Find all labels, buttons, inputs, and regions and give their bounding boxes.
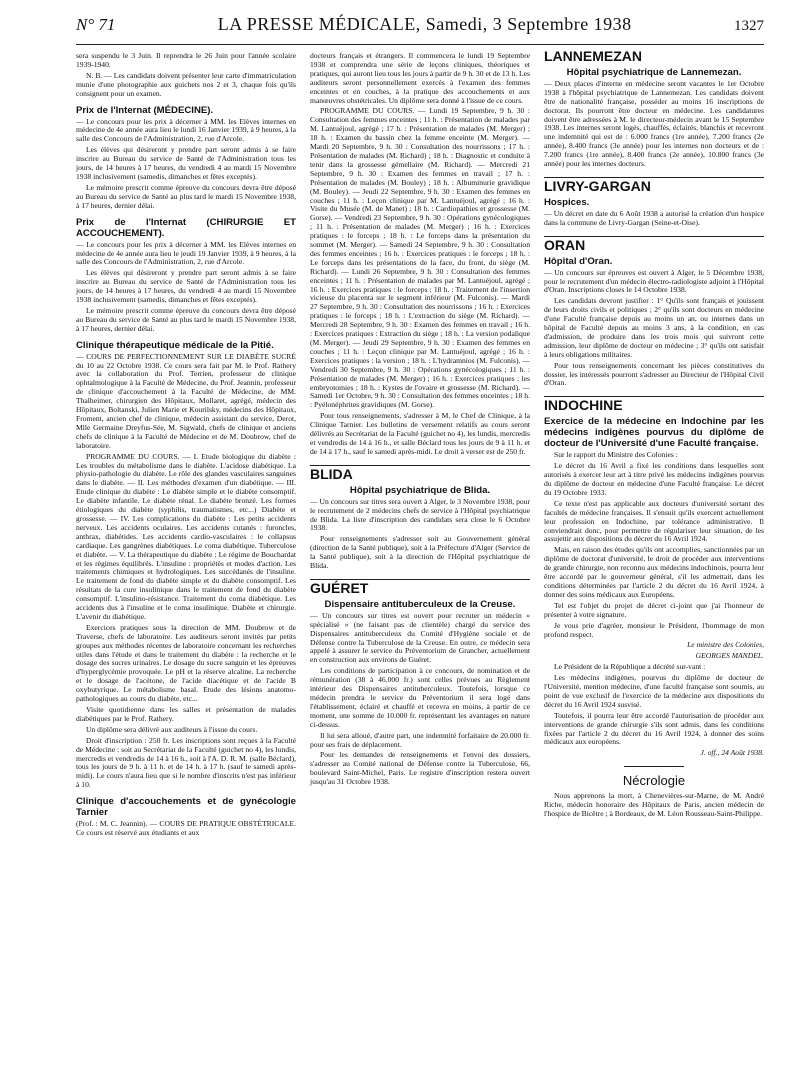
heading-hopital-blida: Hôpital psychiatrique de Blida. (349, 484, 491, 496)
paragraph: — Un décret en date du 6 Août 1938 a autorisé la création d'un hospice dans la commune de Livry-Gargan (Seine-et-Oise). (544, 208, 764, 227)
paragraph: Les médecins indigènes, pourvus du diplôme de docteur de l'Université, mention médecine, d'une faculté française sont soumis, au point de vue exclusif de l'exercice de la médecine aux dispositions du décret du 16 Avril 1924 susvisé. (544, 673, 764, 709)
column-left (76, 52, 296, 840)
paragraph: Pour les demandes de renseignements et l'envoi des dossiers, s'adresser au Comité national de Défense contre la Tuberculose, 66, boulevard Saint-Michel, Paris. Le registre d'inscription restera ouvert jusqu'au 31 Octobre 1938. (310, 750, 530, 787)
heading-prix-internat-medecine: Prix de l'Internat (MÉDECINE). (76, 104, 214, 116)
journal-officiel-reference: J. off., 24 Août 1938. (700, 748, 764, 758)
paragraph: Nous apprenons la mort, à Chenevières-sur-Marne, de M. André Riche, médecin honoraire des Hôpitaux de Paris, ancien médecin de l'hospice de Bicêtre ; à Bordeaux, de M. Léon Rousseau-Saint-Philippe. (544, 791, 764, 818)
paragraph: Je vous prie d'agréer, monsieur le Président, l'hommage de mon profond respect. (544, 620, 764, 639)
signature-title: Le ministre des Colonies, (687, 640, 764, 650)
heading-hopital-lannemezan: Hôpital psychiatrique de Lannemezan. (566, 66, 742, 78)
page-number: 1327 (734, 18, 764, 34)
heading-hospices: Hospices. (544, 196, 590, 208)
paragraph: sera suspendu le 3 Juin. Il reprendra le 26 Juin pour l'année scolaire 1939-1940. (76, 51, 296, 69)
heading-prix-internat-chirurgie: Prix de l'Internat (CHIRURGIE ET ACCOUCHEMENT). (76, 216, 296, 239)
heading-hopital-oran: Hôpital d'Oran. (544, 255, 613, 267)
heading-clinique-pitie: Clinique thérapeutique médicale de la Pitié. (76, 339, 274, 351)
paragraph: Pour tous renseignements concernant les pièces constitutives du dossier, les intéressés pourront s'adresser au Directeur de l'Hôpital Civil d'Oran. (544, 360, 764, 388)
paragraph: Les conditions de participation à ce concours, de nomination et de rémunération (38 à 46.000 fr.) sont celles prévues au Règlement intérieur des Dispensaires antituberculeux. Toutefois, lorsque ce médecin prendra le service du Préventorium il sera logé dans l'établissement, éclairé et chauffé et recevra en moins, à partir de ce moment, une somme de 10.000 fr. représentant les avantages en nature ci-dessus. (310, 666, 530, 729)
paragraph: Droit d'inscription : 250 fr. Les inscriptions sont reçues à la Faculté de Médecine : soit au Secrétariat de la Faculté (guichet no 4), les lundis, mercredis et vendredis de 14 à 16 h., soit à l'A. D. R. M. (salle Béclard), tous les jours de 9 h. à 11 h. et de 14 h. à 17 h. (sauf le samedi après-midi). Le cours n'aura lieu que si le nombre d'inscrits n'est pas inférieur à 10. (76, 735, 296, 790)
paragraph: Le mémoire prescrit comme épreuve du concours devra être déposé au Bureau du service de Santé au plus tard le mardi 15 Novembre 1938, à 17 heures, dernier délai. (76, 305, 296, 333)
heading-exercice-medecine-indochine: Exercice de la médecine en Indochine par les médecins indigènes pourvus du diplôme de docteur de l'Université d'une Faculté française. (544, 416, 764, 450)
section-title-livry-gargan: LIVRY-GARGAN (544, 177, 764, 191)
paragraph: Le décret du 16 Avril a fixé les conditions dans lesquelles sont autorisés à exercer leur art à titre privé les médecins indigènes pourvus du diplôme de docteur en médecine d'une Faculté française. Le décret du 19 Octobre 1933. (544, 461, 764, 497)
paragraph: Pour renseignements s'adresser soit au Gouvernement général (direction de la Santé publique), soit à la Préfecture d'Alger (Service de la Santé publique), soit à la direction de l'Hôpital psychiatrique de Blida. (310, 534, 530, 571)
paragraph: — Deux places d'interne en médecine seront vacantes le 1er Octobre 1938 à l'hôpital psychiatrique de Lannemezan. Les candidats doivent être de nationalité française, posséder au moins 16 inscriptions de doctorat. Ils pourront être docteur en médecine. Les candidatures doivent être adressées à M. le directeur-médecin avant le 15 Septembre 1938. Les internes seront logés, chauffés, éclairés, blanchis et recevront une indemnité qui est de : 6.000 francs (1re année), 7.200 francs (2e année), 8.400 francs (3e année) pour les internes non docteurs et de : 7.200 francs (1re année), 8.400 francs (2e année), 10.800 francs (3e année) pour les internes docteurs. (544, 78, 764, 169)
paragraph: PROGRAMME DU COURS. — I. Etude biologique du diabète : Les troubles du métabolisme dans le diabète. L'acidose diabétique. La physio-pathologie du diabète. Le rôle des glandes vasculaires sanguines dans le diabète. — II. Les méthodes d'examen d'un diabétique. — III. Etude clinique du diabète : Le diabète simple et le diabète consomptif. Le diabète infantile. Le diabète rénal. Le diabète bronzé. Les formes étiologiques du diabète (syphilis, traumatismes, etc...) Diabète et grossesse. — IV. Les complications du diabète : Les petits accidents nerveux. Les accidents oculaires. Les accidents cutanés : furoncles, anthrax, diabétides. Les accidents cardio-vasculaires : le collapsus cardiaque. Les gangrènes diabétiques. Le coma diabétique. Tuberculose et diabète. — V. La thérapeutique du diabète : Le régime de Bouchardat et les régimes équilibrés. L'insuline : propriétés et modes d'action. Les traitements chimiques et hydrologiques. Les succédanés de l'insuline. Le traitement de fond du diabète simple et du diabète consomptif. Les résultats de la cure insulinique dans le traitement de fond du diabète consomptif. L'insulino-résistance. Traitement du coma diabétique. Les accidents dus à l'insuline et le coma insulinique. Diabète et chirurgie. L'avenir du diabétique. (76, 451, 296, 621)
column-right (544, 48, 764, 821)
page-header (76, 14, 764, 45)
paragraph: Un diplôme sera délivré aux auditeurs à l'issue du cours. (86, 724, 258, 734)
paragraph: N. B. — Les candidats doivent présenter leur carte d'immatriculation munie d'une photographie aux guichets nos 2 et 3, chaque fois qu'ils consignent pour un examen. (76, 70, 296, 98)
heading-clinique-tarnier: Clinique d'accouchements et de gynécologie Tarnier (76, 796, 296, 819)
necrologie-title: Nécrologie (622, 773, 686, 789)
signature-name: GEORGES MANDEL. (695, 651, 764, 661)
paragraph: Ce texte n'est pas applicable aux docteurs d'université sortant des facultés de médecine françaises. Il s'ensuit qu'ils exercent actuellement leur profession en Indochine, par tolérance administrative. Il conviendrait donc, pour permettre de régulariser leur situation, de les assujettir aux dispositions du décret du 16 Avril 1924. (544, 498, 764, 544)
paragraph: Toutefois, il pourra leur être accordé l'autorisation de procéder aux interventions de grande chirurgie s'ils sont admis, dans les conditions fixées par l'article 2 du décret du 16 Avril 1924, à donner des soins médicaux aux européens. (544, 710, 764, 747)
paragraph: Le mémoire prescrit comme épreuve du concours devra être déposé au Bureau du service de Santé au plus tard le mardi 15 Novembre 1938, à 17 heures, dernier délai. (76, 182, 296, 210)
issue-number: N° 71 (76, 15, 116, 34)
paragraph: Il lui sera alloué, d'autre part, une indemnité forfaitaire de 20.000 fr. pour ses frais de déplacement. (310, 730, 530, 749)
paragraph: (Prof. : M. C. Jeannin). — COURS DE PRATIQUE OBSTÉTRICALE. Ce cours est réservé aux étudiants et aux (76, 819, 296, 838)
paragraph: Sur le rapport du Ministre des Colonies : (554, 450, 678, 460)
paragraph: — Le concours pour les prix à décerner à MM. les Elèves internes en médecine de 4e année aura lieu le jeudi 19 Janvier 1939, à 9 heures, à la salle des Concours de l'Administration, 2, rue d'Arcole. (76, 239, 296, 267)
paragraph: — Un concours sur titres sera ouvert à Alger, le 3 Novembre 1938, pour le recrutement de 2 médecins chefs de service à l'Hôpital psychiatrique de Blida. La liste d'inscription des candidats sera close le 6 Octobre 1938. (310, 496, 530, 533)
paragraph: — Un concours sur titres est ouvert pour recruter un médecin « spécialisé » (ne faisant pas de clientèle) chargé du service des Dispensaires antituberculeux du Comité d'Hygiène sociale et de Défense contre la Tuberculose de la Creuse. En outre, ce médecin sera appelé à assurer le service du Préventorium de Grancher, actuellement en construction aux environs de Guéret. (310, 610, 530, 665)
column-middle (310, 52, 530, 789)
section-title-indochine: INDOCHINE (544, 396, 764, 410)
paragraph: — Le concours pour les prix à décerner à MM. les Elèves internes en médecine de 4e année aura lieu le lundi 16 Janvier 1939, à 9 heures, à la salle des Concours de l'Administration, 2, rue d'Arcole. (76, 116, 296, 144)
paragraph: Les élèves qui désireront y prendre part seront admis à se faire inscrire au Bureau du service de Santé de l'Administration tous les jours, de 14 heures à 17 heures, du vendredi 4 au mardi 15 Novembre 1938 inclusivement (samedis, dimanches et fêtes exceptés). (76, 268, 296, 305)
paragraph: Exercices pratiques sous la direction de MM. Doubrow et de Traverse, chefs de laboratoire. Les auditeurs seront invités par petits groupes aux méthodes récentes de laboratoire concernant les recherches utiles dans l'étude et dans le traitement du diabète : la recherche et le dosage des sucres urinaires. Le dosage du sucre sanguin et les épreuves d'hyperglycémie provoquée. Le pH et la réserve alcaline. La recherche et le dosage de l'acétone, de l'acide diacétique et de l'acide B oxybutyrique. Le métabolisme basal. Etude des lésions anatomo-pathologiques au cours du diabète, etc... (76, 622, 296, 704)
paragraph: PROGRAMME DU COURS. — Lundi 19 Septembre, 9 h. 30 : Consultation des femmes enceintes ; 11 h. : Présentation de malades par M. Lantuéjoul, agrégé ; 17 h. : Présentation de malades (M. Merger) ; 18 h. : Examen du bassin chez la femme enceinte (M. Merger). — Mardi 20 Septembre, 9 h. 30 : Consultation des nourrissons ; 17 h. : Présentation de malades (M. Richard) ; 18 h. : Diagnostic et conduite à tenir dans la grossesse gémellaire (M. Richard). — Mercredi 21 Septembre, 9 h. 30 : Examen des femmes en travail ; 17 h. : Présentation de malades (M. Bouley) ; 18 h. : Albuminurie gravidique (M. Bouley). — Jeudi 22 Septembre, 9 h. 30 : Examen des femmes en couches ; 11 h. : Leçon clinique par M. Lantuéjoul, agrégé ; 16 h. : Visite du Musée (M. de Manet) ; 18 h. : Cardiopathies et grossesse (M. Gorse). — Vendredi 23 Septembre, 9 h. 30 : Opérations gynécologiques ; 11 h. : Présentation de malades (M. Merger) ; 16 h. : Exercices pratiques : le forceps ; 18 h. : Le forceps dans la présentation du sommet (M. Merger). — Samedi 24 Septembre, 9 h. 30 : Consultation des femmes enceintes ; 16 h. : Exercices pratiques : le forceps ; 18 h. : Le forceps dans les présentations de la face, du front, du siège (M. Richard). — Lundi 26 Septembre, 9 h. 30 : Consultation des femmes enceintes ; 11 h. : Présentation de malades par M. Lantuéjoul, agrégé ; 16 h. : Exercices pratiques : le forceps ; 18 h. : Traitement de l'insertion vicieuse du placenta sur le segment inférieur (M. Fulconis). — Mardi 27 Septembre, 9 h. 30 : Consultation des nourrissons ; 16 h. : Exercices pratiques : le forceps ; 18 h. : L'extraction du siège (M. Richard). — Mercredi 28 Septembre, 9 h. 30 : Examen des femmes en travail ; 16 h. : Exercices pratiques : Extraction du siège ; 18 h. : La version podalique (M. Merger). — Jeudi 29 Septembre, 9 h. 30 : Examen des femmes en couches ; 11 h. : Leçon clinique par M. Lantuéjoul, agrégé ; 16 h. : Exercices pratiques : la version ; 18 h. : L'hydramnios (M. Fulconis). — Vendredi 30 Septembre, 9 h. 30 : Opérations gynécologiques ; 11 h. : Présentation de malades (M. Merger) ; 16 h. : Exercices pratiques : les embryotomies ; 18 h. : Kystes de l'ovaire et grossesse (M. Richard). — Samedi 1er Octobre, 9 h. 30 : Consultation des femmes enceintes ; 18 h. : Pyélonéphrites gravidiques (M. Gorse). (310, 106, 530, 410)
paragraph: Pour tous renseignements, s'adresser à M. le Chef de Clinique, à la Clinique Tarnier. Les bulletins de versement relatifs au cours seront délivrés au Secrétariat de la Faculté (guichet no 4), les lundis, mercredis et vendredis de 14 à 16 h., et salle Béclard tous les jours de 9 à 11 h. et de 14 à 17 h., sauf le samedi après-midi. Le droit à verser est de 250 fr. (310, 411, 530, 456)
journal-title: LA PRESSE MÉDICALE, Samedi, 3 Septembre 1938 (217, 14, 632, 34)
divider (624, 766, 684, 767)
paragraph: Les élèves qui désireront y prendre part seront admis à se faire inscrire au Bureau du service de Santé de l'Administration tous les jours, de 14 heures à 17 heures, du vendredi 4 au mardi 15 Novembre 1938 inclusivement (samedis, dimanches et fêtes exceptés). (76, 145, 296, 181)
paragraph: Visite quotidienne dans les salles et présentation de malades diabétiques par le Prof. Rathery. (76, 705, 296, 723)
heading-dispensaire-creuse: Dispensaire antituberculeux de la Creuse. (324, 598, 516, 610)
section-title-lannemezan: LANNEMEZAN (544, 48, 642, 64)
paragraph: Les candidats devront justifier : 1° Qu'ils sont français et jouissent de leurs droits civils et politiques ; 2° qu'ils sont docteurs en médecine d'une Faculté française depuis au moins un an, ou internes dans un hôpital de Faculté depuis au moins 3 ans, à la condition, en cas d'admission, de produire dans les trois mois qui suivront cette admission, leur diplôme de docteur en médecine ; 3° qu'ils ont satisfait à leurs obligations militaires. (544, 296, 764, 359)
section-title-blida: BLIDA (310, 465, 530, 479)
paragraph: Mais, en raison des études qu'ils ont accomplies, sanctionnées par un diplôme de doctorat d'université, le droit de procéder aux interventions de grande chirurgie, non reconnu aux médecins indochinois, pourra leur être accordé par le gouverneur général, s'il les admettait, dans les conditions déterminées par l'article 2 du décret du 16 Avril 1924, à donner des soins médicaux aux Européens. (544, 545, 764, 599)
paragraph: docteurs français et étrangers. Il commencera le lundi 19 Septembre 1938 et comprendra une série de leçons cliniques, théoriques et pratiques, qui auront lieu tous les jours à partir de 9 h. 30 et de 13 h. Les auditeurs seront personnellement exercés à l'examen des femmes enceintes et en couches, à la pratique des accouchements et aux manœuvres obstétricales. Un diplôme sera donné à l'issue de ce cours. (310, 51, 530, 105)
paragraph: Le Président de la République a décrété sur-vant : (554, 662, 706, 672)
paragraph: — Un concours sur épreuves est ouvert à Alger, le 5 Décembre 1938, pour le recrutement d'un médecin électro-radiologiste adjoint à l'Hôpital d'Oran. Inscriptions closes le 14 Octobre 1938. (544, 267, 764, 295)
section-title-gueret: GUÉRET (310, 579, 530, 593)
section-title-oran: ORAN (544, 236, 764, 250)
paragraph: — COURS DE PERFECTIONNEMENT SUR LE DIABÈTE SUCRÉ du 10 au 22 Octobre 1938. Ce cours sera fait par M. le Prof. Rathery avec la collaboration du Prof. Terrien, professeur de clinique ophtalmologique à la Faculté de Médecine, du Prof. Jeannin, professeur de clinique d'accouchement à la Faculté de Médecine, de MM. Thalheimer, chirurgien des Hôpitaux, Mollaret, agrégé, médecin des Hôpitaux, Boltanski, Julien Marie et Kourilsky, médecins des Hôpitaux, Froment, ancien chef de clinique, médecin assistant du service, Derot, Mlle Germaine Dreyfus-Sée, M. Sigwald, chefs de clinique et anciens chefs de clinique à la Faculté de Médecine et de M. Doubrow, chef de laboratoire. (76, 351, 296, 450)
paragraph: Tel est l'objet du projet de décret ci-joint que j'ai l'honneur de présenter à votre signature. (544, 600, 764, 619)
